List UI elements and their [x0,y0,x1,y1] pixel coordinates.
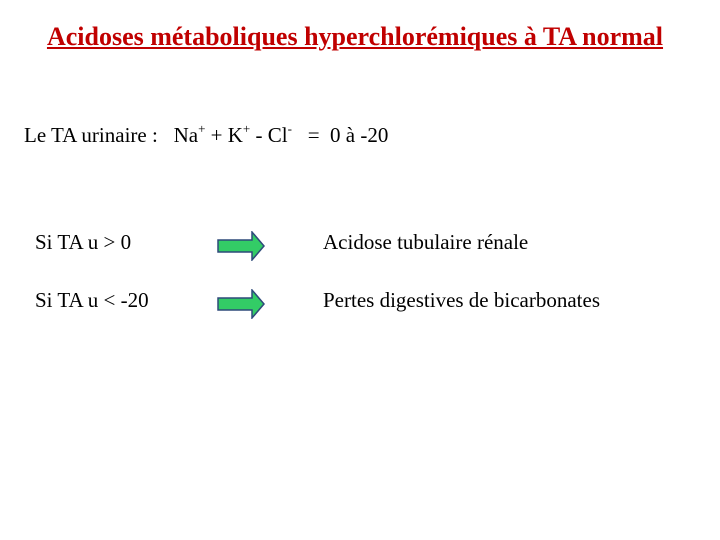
right-arrow-icon [217,231,265,261]
rule-result: Pertes digestives de bicarbonates [323,288,600,312]
rule-row-positive [0,230,720,270]
right-arrow-icon [217,289,265,319]
formula-prefix: Le TA urinaire : [24,123,158,147]
urinary-anion-gap-formula [24,123,388,148]
rule-condition: Si TA u > 0 [35,230,132,254]
formula-sodium: Na [173,123,199,147]
rule-result: Acidose tubulaire rénale [323,230,529,254]
formula-potassium-charge: + [242,121,251,136]
slide-title: Acidoses métaboliques hyperchlorémiques à TA normal [46,22,664,51]
formula-chloride-charge: - [287,121,292,136]
formula-range: 0 à -20 [330,123,389,147]
formula-chloride: Cl [267,123,288,147]
rule-row-negative [0,288,720,328]
formula-potassium: K [227,123,243,147]
formula-sodium-charge: + [198,121,206,136]
formula-minus: - [255,123,263,147]
formula-equals: = [307,123,320,147]
formula-plus: + [210,123,223,147]
rule-condition: Si TA u < -20 [35,288,149,312]
